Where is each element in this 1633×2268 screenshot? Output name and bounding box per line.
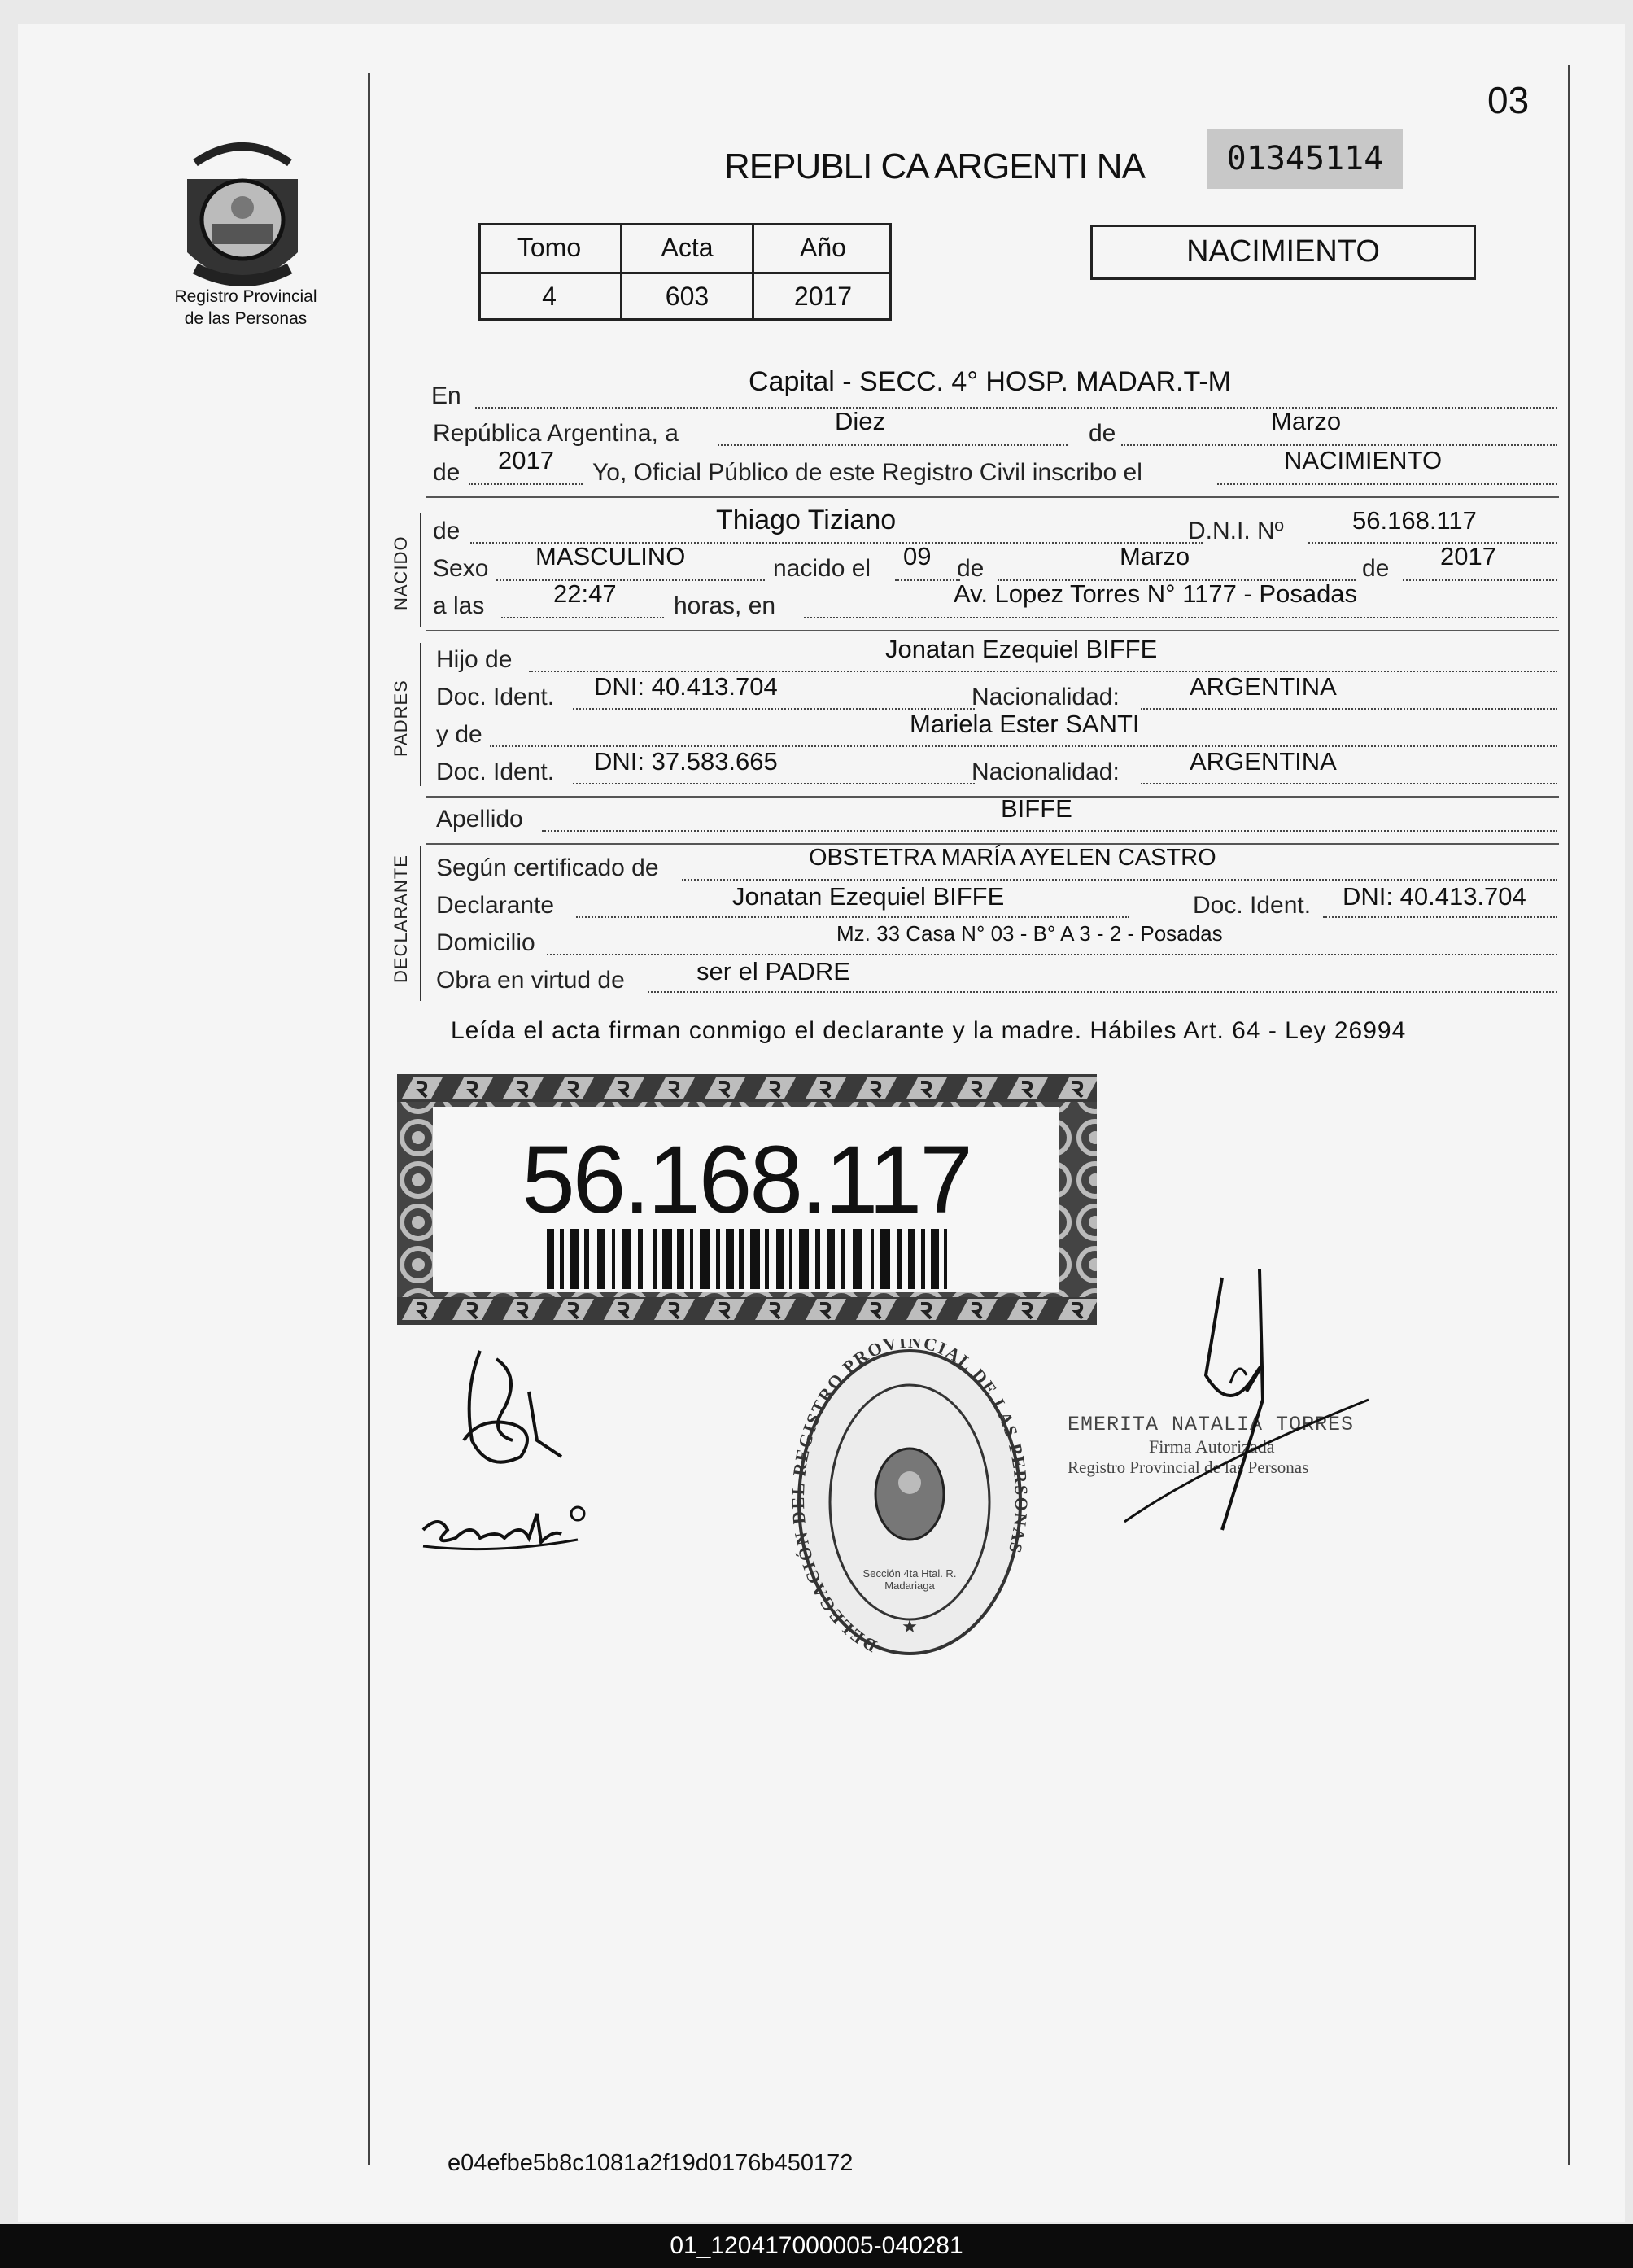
label-declarante: Declarante [436,892,555,919]
footer-id: 01_120417000005-040281 [0,2224,1633,2268]
label-de-month: de [1089,420,1116,447]
official-registry: Registro Provincial de las Personas [1068,1457,1309,1477]
handwritten-signature-mother [415,1489,594,1562]
label-de-year: de [433,459,461,486]
official-name: EMERITA NATALIA TORRES [1068,1413,1355,1436]
apellido-value: BIFFE [1001,794,1072,823]
mother-name: Mariela Ester SANTI [910,710,1140,738]
document-hash: e04efbe5b8c1081a2f19d0176b450172 [448,2150,854,2176]
signature-text [415,1489,417,1490]
child-sex: MASCULINO [535,542,686,570]
document-type: NACIMIENTO [1186,234,1380,269]
serial-number: 01345114 [1207,129,1403,189]
label-horas-en: horas, en [674,592,776,619]
section-declarante: DECLARANTE [391,854,411,983]
label-nacido-de: de [433,518,461,544]
coat-of-arms-logo [179,130,306,301]
mother-nationality: ARGENTINA [1190,747,1337,776]
birth-month: Marzo [1120,542,1190,570]
date-year: 2017 [498,446,554,474]
section-padres: PADRES [391,680,411,757]
father-name: Jonatan Ezequiel BIFFE [885,635,1158,663]
table-value-tomo: 4 [542,282,557,311]
inscription-text: Yo, Oficial Público de este Registro Civil inscribo el [592,459,1142,486]
registry-line-2: de las Personas [184,309,308,328]
left-margin-line [368,73,370,2165]
inscription-value: NACIMIENTO [1284,446,1443,474]
closing-text: Leída el acta firman conmigo el declarante y la madre. Hábiles Art. 64 - Ley 26994 [451,1017,1407,1044]
label-doc-father: Doc. Ident. [436,684,555,710]
child-name: Thiago Tiziano [716,505,897,535]
record-table-divider [478,272,892,274]
date-month: Marzo [1271,407,1342,435]
birth-time: 22:47 [553,579,617,608]
birth-year: 2017 [1440,542,1496,570]
label-y-de: y de [436,721,482,748]
label-declarante-doc: Doc. Ident. [1193,892,1312,919]
label-en: En [431,382,461,409]
seal-ring-text [788,1339,812,1340]
date-day: Diez [835,407,886,435]
father-nationality: ARGENTINA [1190,672,1337,701]
official-signature [1108,1253,1385,1595]
child-dni: 56.168.117 [1352,506,1477,535]
table-header-ano: Año [800,233,846,262]
certificate-issuer: OBSTETRA MARÍA AYELEN CASTRO [809,845,1216,871]
father-doc: DNI: 40.413.704 [594,672,778,701]
official-role: Firma Autorizada [1149,1436,1275,1457]
birth-day: 09 [903,542,932,570]
table-header-acta: Acta [661,233,714,262]
label-nacido-de-month: de [957,555,985,582]
mother-doc: DNI: 37.583.665 [594,747,778,776]
label-segun-certificado: Según certificado de [436,854,659,881]
label-nac-mother: Nacionalidad: [972,758,1120,785]
id-label-sticker [397,1074,1097,1325]
table-value-ano: 2017 [793,282,853,311]
registry-line-1: Registro Provincial [174,287,317,306]
official-round-seal [788,1339,1032,1665]
obra-value: ser el PADRE [696,957,850,985]
label-hijo-de: Hijo de [436,646,513,673]
sticker-pattern-letter [397,1074,398,1075]
handwritten-signature-declarant [431,1343,578,1489]
place-value: Capital - SECC. 4° HOSP. MADAR.T-M [749,366,1231,397]
label-sexo: Sexo [433,555,489,582]
domicilio-value: Mz. 33 Casa N° 03 - B° A 3 - 2 - Posadas [836,921,1223,946]
table-value-acta: 603 [665,282,710,311]
label-doc-mother: Doc. Ident. [436,758,555,785]
svg-text:DELEGACIÓN DEL REGISTRO PROVIN: DELEGACIÓN DEL REGISTRO PROVINCIAL DE LAS PERSONAS [788,1339,1032,1657]
label-a-las: a las [433,592,485,619]
section-nacido: NACIDO [391,535,411,610]
label-apellido: Apellido [436,806,523,832]
label-dni: D.N.I. Nº [1188,518,1284,544]
seal-inner-text: Sección 4ta Htal. R. Madariaga [862,1567,957,1592]
sticker-number: 56.168.117 [522,1126,971,1234]
label-nacido-el: nacido el [773,555,871,582]
declarant-doc: DNI: 40.413.704 [1343,882,1526,911]
logo-text [181,171,190,172]
birth-place: Av. Lopez Torres N° 1177 - Posadas [954,579,1358,608]
label-obra: Obra en virtud de [436,967,625,994]
right-margin-line [1568,65,1570,2165]
label-nac-father: Nacionalidad: [972,684,1120,710]
label-domicilio: Domicilio [436,929,535,956]
label-republica: República Argentina, a [433,420,679,447]
certificate-page [18,24,1625,2222]
page-number: 03 [1487,79,1530,121]
label-nacido-de-year: de [1362,555,1390,582]
country-title: REPUBLI CA ARGENTI NA [724,146,1145,186]
table-header-tomo: Tomo [517,233,582,262]
svg-text:★: ★ [902,1616,918,1637]
declarant-name: Jonatan Ezequiel BIFFE [732,882,1005,911]
